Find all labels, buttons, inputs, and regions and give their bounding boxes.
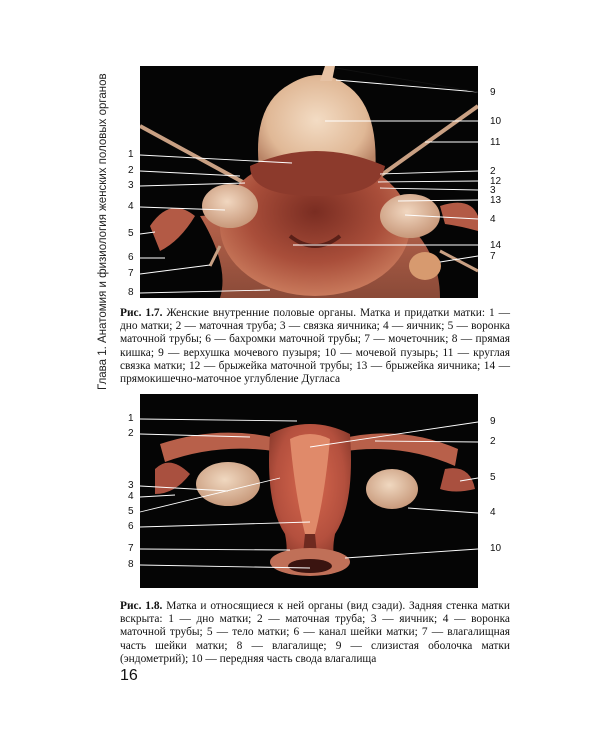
fig2-label-left: 2: [128, 428, 134, 439]
fig1-label-left: 3: [128, 180, 134, 191]
fig2-label-right: 5: [490, 472, 496, 483]
fig2-label-left: 4: [128, 491, 134, 502]
fig2-label-left: 7: [128, 543, 134, 554]
fig2-label-left: 5: [128, 506, 134, 517]
fig1-label-right: 9: [490, 87, 496, 98]
fig1-label-right: 14: [490, 240, 502, 251]
fig2-label-right: 9: [490, 416, 496, 427]
fig2-label-right: 4: [490, 507, 496, 518]
fig1-label-right: 2: [490, 166, 496, 177]
figure-1-8-caption-text: Матка и относящиеся к ней органы (вид сзади). Задняя стенка матки вскрыта: 1 — дно матки; 2 — маточная труба; 3 — яичник; 4 — воронка маточной трубы; 5 — тело матки; 6 — канал шейки матки; 7 — влагалищная часть шейки матки; 8 — влагалище; 9 — слизистая оболочка матки (эндометрий); 10 — передняя часть свода влагалища: [120, 600, 511, 665]
figure-1-8-caption: [120, 600, 510, 666]
fig1-label-right: 13: [490, 195, 502, 206]
fig2-label-left: 1: [128, 413, 134, 424]
running-head: Глава 1. Анатомия и физиология женских половых органов: [97, 73, 109, 390]
fig2-label-left: 8: [128, 559, 134, 570]
fig1-label-right: 3: [490, 185, 496, 196]
fig2-label-right: 10: [490, 543, 502, 554]
fig1-label-right: 10: [490, 116, 502, 127]
fig1-label-right: 7: [490, 251, 496, 262]
fig1-label-right: 4: [490, 214, 496, 225]
fig1-label-left: 7: [128, 268, 134, 279]
fig1-label-left: 5: [128, 228, 134, 239]
fig1-label-left: 8: [128, 287, 134, 298]
page-number: 16: [120, 667, 138, 684]
fig1-label-right: 12: [490, 176, 502, 187]
fig2-label-right: 2: [490, 436, 496, 447]
figure-1-7-caption-number: Рис. 1.7.: [120, 307, 163, 319]
fig1-label-left: 6: [128, 252, 134, 263]
figure-1-8-caption-number: Рис. 1.8.: [120, 600, 163, 612]
fig2-label-left: 6: [128, 521, 134, 532]
fig2-label-left: 3: [128, 480, 134, 491]
figure-1-7-caption-text: Женские внутренние половые органы. Матка и придатки матки: 1 — дно матки; 2 — маточная труба; 3 — связка яичника; 4 — яичник; 5 — воронка маточной трубы; 6 — бахромки маточной трубы; 7 — мочеточник; 8 — прямая кишка; 9 — верхушка мочевого пузыря; 10 — мочевой пузырь; 11 — круглая связка матки; 12 — брыжейка маточной трубы; 13 — брыжейка яичника; 14 — прямокишечно-маточное углубление Дугласа: [120, 307, 511, 386]
fig1-label-left: 1: [128, 149, 134, 160]
fig1-label-left: 4: [128, 201, 134, 212]
fig1-label-left: 2: [128, 165, 134, 176]
fig1-label-right: 11: [490, 137, 501, 148]
